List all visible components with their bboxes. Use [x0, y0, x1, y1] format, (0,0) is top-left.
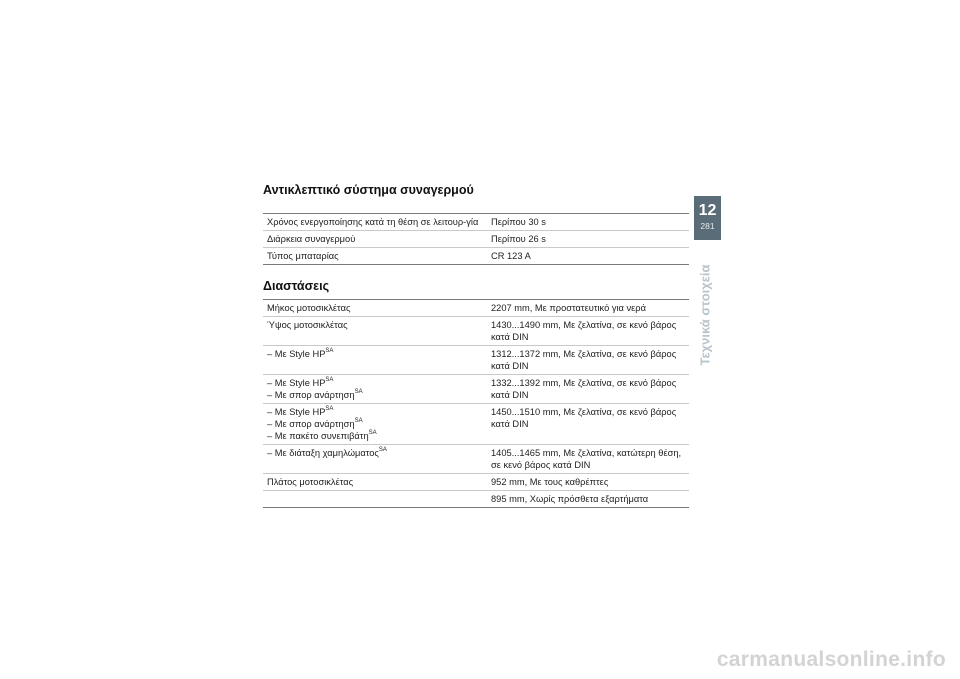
table-row: [263, 300, 689, 317]
table-row: [263, 317, 689, 346]
spec-label: Ύψος μοτοσικλέτας: [263, 317, 487, 346]
dimensions-spec-table: [263, 299, 689, 508]
spec-label: Χρόνος ενεργοποίησης κατά τη θέση σε λειτουρ-γία: [263, 214, 487, 231]
spec-value: 1405...1465 mm, Με ζελατίνα, κατώτερη θέση, σε κενό βάρος κατά DIN: [487, 445, 689, 474]
spec-value: Περίπου 30 s: [487, 214, 689, 231]
option-text: – Με διάταξη χαμηλώματος: [267, 448, 379, 458]
option-text: – Με πακέτο συνεπιβάτη: [267, 431, 369, 441]
option-text: – Με σπορ ανάρτηση: [267, 419, 355, 429]
sa-marker: SA: [325, 405, 334, 412]
chapter-title: Τεχνικά στοιχεία: [697, 264, 713, 366]
table-row: [263, 248, 689, 265]
spec-label-cell: [263, 346, 487, 375]
chapter-tab: [694, 196, 721, 240]
option-line: [267, 418, 479, 430]
option-text: – Με Style HP: [267, 378, 326, 388]
sa-marker: SA: [354, 417, 363, 424]
spec-value: 895 mm, Χωρίς πρόσθετα εξαρτήματα: [487, 491, 689, 508]
spec-label: Πλάτος μοτοσικλέτας: [263, 474, 487, 491]
sa-marker: SA: [354, 388, 363, 395]
spec-value: 1312...1372 mm, Με ζελατίνα, σε κενό βάρος κατά DIN: [487, 346, 689, 375]
sa-marker: SA: [325, 376, 334, 383]
spec-value: 2207 mm, Με προστατευτικό για νερά: [487, 300, 689, 317]
option-line: [267, 447, 479, 459]
option-text: – Με Style HP: [267, 349, 326, 359]
chapter-side-label: [690, 250, 720, 380]
alarm-section-title: Αντικλεπτικό σύστημα συναγερμού: [263, 183, 474, 197]
sa-marker: SA: [325, 347, 334, 354]
spec-value: 952 mm, Με τους καθρέπτες: [487, 474, 689, 491]
spec-label-cell: [263, 445, 487, 474]
table-row: [263, 375, 689, 404]
spec-label-cell: [263, 375, 487, 404]
chapter-number: 12: [698, 202, 717, 219]
alarm-spec-table: [263, 213, 689, 265]
option-line: [267, 406, 479, 418]
sa-marker: SA: [378, 446, 387, 453]
table-row: [263, 491, 689, 508]
option-line: [267, 389, 479, 401]
option-line: [267, 348, 479, 360]
spec-label: Τύπος μπαταρίας: [263, 248, 487, 265]
option-text: – Με σπορ ανάρτηση: [267, 390, 355, 400]
spec-label: Μήκος μοτοσικλέτας: [263, 300, 487, 317]
watermark: carmanualsonline.info: [716, 648, 946, 671]
spec-value: Περίπου 26 s: [487, 231, 689, 248]
spec-label: Διάρκεια συναγερμού: [263, 231, 487, 248]
page-number: 281: [700, 221, 715, 231]
table-row: [263, 214, 689, 231]
option-text: – Με Style HP: [267, 407, 326, 417]
spec-value: 1430...1490 mm, Με ζελατίνα, σε κενό βάρος κατά DIN: [487, 317, 689, 346]
table-row: [263, 404, 689, 445]
dimensions-section-title: Διαστάσεις: [263, 279, 330, 293]
option-line: [267, 377, 479, 389]
spec-value: CR 123 A: [487, 248, 689, 265]
table-row: [263, 346, 689, 375]
spec-value: 1332...1392 mm, Με ζελατίνα, σε κενό βάρος κατά DIN: [487, 375, 689, 404]
table-row: [263, 231, 689, 248]
table-row: [263, 474, 689, 491]
option-line: [267, 430, 479, 442]
spec-value: 1450...1510 mm, Με ζελατίνα, σε κενό βάρος κατά DIN: [487, 404, 689, 445]
spec-label-cell: [263, 404, 487, 445]
spec-label: [263, 491, 487, 508]
table-row: [263, 445, 689, 474]
sa-marker: SA: [368, 429, 377, 436]
